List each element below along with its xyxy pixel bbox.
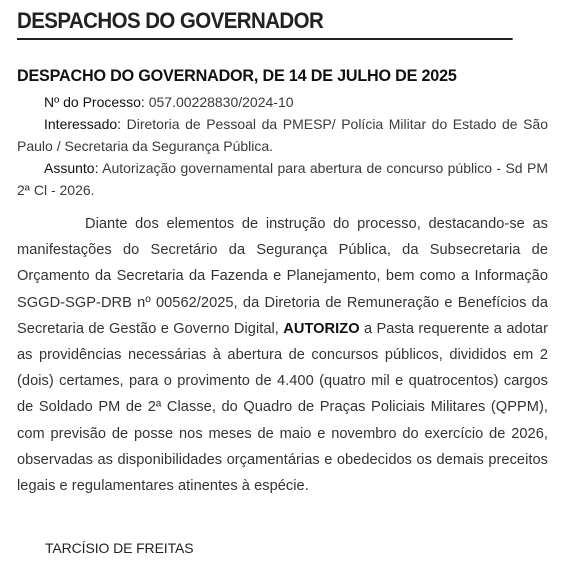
- body-text-part-1: Diante dos elementos de instrução do processo, destacando-se as manifestações do Secretário da Segurança Pública, da Subsecretaria de Orçamento da Secretaria da Fazenda e Planejamento, bem como a Informação SGGD-SGP-DRB nº 00562/2025, da Diretoria de Remuneração e Benefícios da Secretaria de Gestão e Governo Digital,: [17, 216, 548, 337]
- signature: TARCÍSIO DE FREITAS: [45, 540, 194, 556]
- despacho-title: DESPACHO DO GOVERNADOR, DE 14 DE JULHO DE 2025: [17, 66, 457, 85]
- process-number-value: 057.00228830/2024-10: [148, 94, 294, 110]
- interested-party-label: Interessado:: [44, 116, 122, 132]
- subject-label: Assunto:: [44, 160, 99, 176]
- subject-row: [17, 157, 548, 201]
- section-header: DESPACHOS DO GOVERNADOR: [17, 8, 513, 40]
- subject-value: Autorização governamental para abertura de concurso público - Sd PM 2ª Cl - 2026.: [17, 160, 548, 198]
- interested-party-row: [17, 113, 548, 157]
- process-number-row: [17, 91, 548, 113]
- process-number-label: Nº do Processo:: [44, 94, 145, 110]
- interested-party-value: Diretoria de Pessoal da PMESP/ Polícia Militar do Estado de São Paulo / Secretaria da Segurança Pública.: [17, 116, 548, 154]
- process-metadata: [17, 91, 548, 201]
- despacho-body: [17, 211, 548, 499]
- body-text-part-2: a Pasta requerente a adotar as providências necessárias à abertura de concursos públicos, divididos em 2 (dois) certames, para o provimento de 4.400 (quatro mil e quatrocentos) cargos de Soldado PM de 2ª Classe, do Quadro de Praças Policiais Militares (QPPM), com previsão de posse nos meses de maio e novembro do exercício de 2026, observadas as disponibilidades orçamentárias e obedecidos os demais preceitos legais e regulamentares atinentes à espécie.: [17, 320, 548, 495]
- body-emphasis: AUTORIZO: [283, 320, 360, 337]
